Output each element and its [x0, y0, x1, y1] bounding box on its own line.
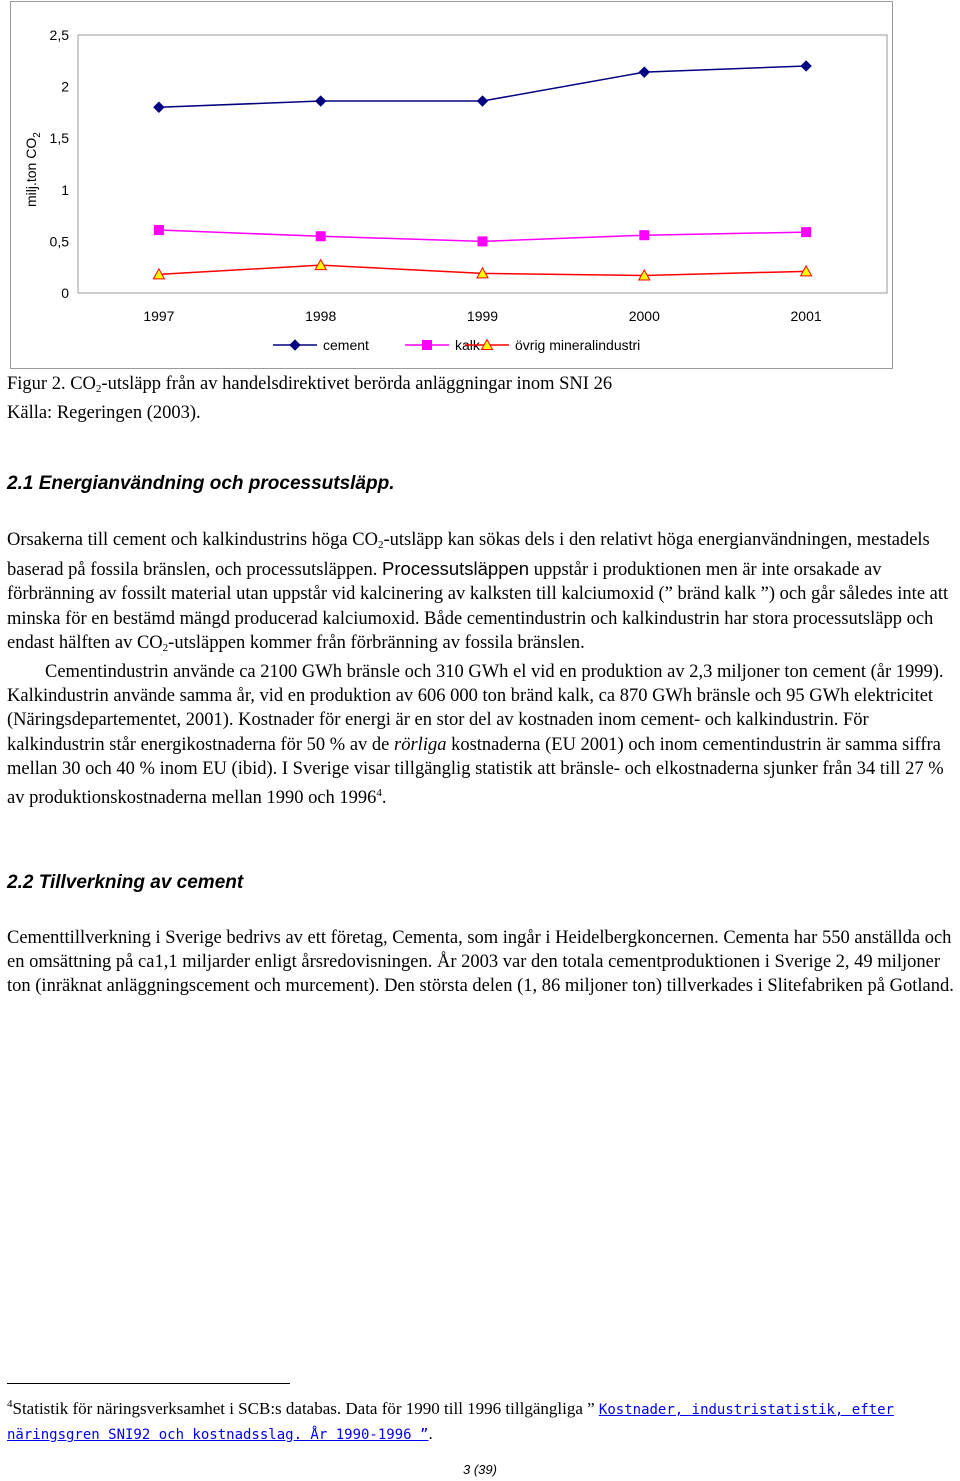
legend-marker	[423, 341, 432, 350]
y-tick-label: 1,5	[49, 130, 69, 147]
footnote-ref[interactable]: 4	[376, 787, 382, 800]
y-tick-label: 0	[61, 285, 69, 301]
data-point	[154, 226, 163, 235]
paragraph-2: Cementindustrin använde ca 2100 GWh bränsle och 310 GWh el vid en produktion av 2,3 miljoner ton cement (år 1999). Kalkindustrin använde samma år, vid en produktion av 606 000 ton bränd kalk, ca 870 GWh bränsle och 95 GWh elektricitet (Näringsdepartementet, 2001). Kostnader för energi är en stor del av kostnaden inom cement- och kalkindustrin. För kalkindustrin står energikostnaderna för 50 % av de rörliga kostnaderna (EU 2001) och inom cementindustrin är samma siffra mellan 30 och 40 % inom EU (ibid). I Sverige visar tillgänglig statistik att bränsle- och elkostnaderna sjunker från 34 till 27 % av produktionskostnaderna mellan 1990 och 1996$^4$.	[7, 662, 944, 809]
footnote-divider	[7, 1383, 290, 1384]
paragraph-1: Orsakerna till cement och kalkindustrins höga $CO_2$-utsläpp kan sökas dels i den relativt höga energianvändningen, mestadels baserad på fossila bränslen, och processutsläppen. Processutsläppen uppstår i produktionen men är inte orsakade av förbränning av fossilt material utan uppstår vid kalcinering av kalksten till kalciumoxid (” bränd kalk ”) och går således inte att minska för en bestämd mängd producerad kalciumoxid. Både cementindustrin och kalkindustrin har stora processutsläpp och endast hälften av $CO_2$-utsläppen kommer från förbränning av fossila bränslen.	[7, 530, 949, 654]
x-tick-label: 2001	[790, 308, 822, 324]
y-tick-label: 2,5	[49, 27, 69, 43]
co2-line-chart	[11, 2, 892, 368]
x-tick-label: 1999	[466, 308, 499, 324]
y-tick-label: 1	[61, 181, 69, 198]
legend-label: cement	[323, 337, 369, 353]
data-point	[478, 237, 487, 246]
paragraph-3: Cementtillverkning i Sverige bedrivs av ett företag, Cementa, som ingår i Heidelbergkoncernen. Cementa har 550 anställda och en omsättning på ca1,1 miljarder enligt årsredovisningen. År 2003 var den totala cementproduktionen i Sverige 2, 49 miljoner ton (inräknat anläggningscement och murcement). Den största delen (1, 86 miljoner ton) tillverkades i Slitefabriken på Gotland.	[7, 928, 954, 997]
y-tick-label: 2	[61, 78, 69, 95]
legend-label: kalk	[455, 337, 480, 353]
caption-line-2: Källa: Regeringen (2003).	[7, 403, 201, 424]
legend-label: övrig mineralindustri	[515, 337, 641, 353]
section-2-1-body	[7, 528, 957, 810]
x-tick-label: 2000	[628, 308, 660, 324]
footnote-link[interactable]: Kostnader, industristatistik, efter näringsgren SNI92 och kostnadsslag. År 1990-1996 ”	[7, 1402, 894, 1443]
section-2-2-body	[7, 926, 957, 999]
data-point	[316, 232, 325, 241]
legend-marker	[290, 340, 300, 350]
y-axis-label: milj.ton $CO_2$	[23, 132, 43, 207]
data-point	[802, 228, 811, 237]
caption-line-1: Figur 2. $CO_2$-utsläpp från av handelsdirektivet berörda anläggningar inom SNI 26	[7, 374, 613, 395]
page-number: 3 (39)	[463, 1462, 497, 1477]
data-point	[640, 231, 649, 240]
plot-area	[78, 35, 887, 293]
chart-frame	[10, 1, 893, 369]
x-tick-label: 1997	[143, 308, 175, 324]
x-tick-label: 1998	[305, 308, 337, 324]
section-heading-2-1: 2.1 Energianvändning och processutsläpp.	[7, 473, 395, 494]
section-heading-2-2: 2.2 Tillverkning av cement	[7, 872, 244, 893]
y-tick-label: 0,5	[49, 233, 69, 250]
footnote: $^4$Statistik för näringsverksamhet i SCB:s databas. Data för 1990 till 1996 tillgängliga ” Kostnader, industristatistik, efter näringsgren SNI92 och kostnadsslag. År 1990-1996 ”.	[7, 1398, 894, 1443]
figure-caption	[7, 372, 957, 425]
